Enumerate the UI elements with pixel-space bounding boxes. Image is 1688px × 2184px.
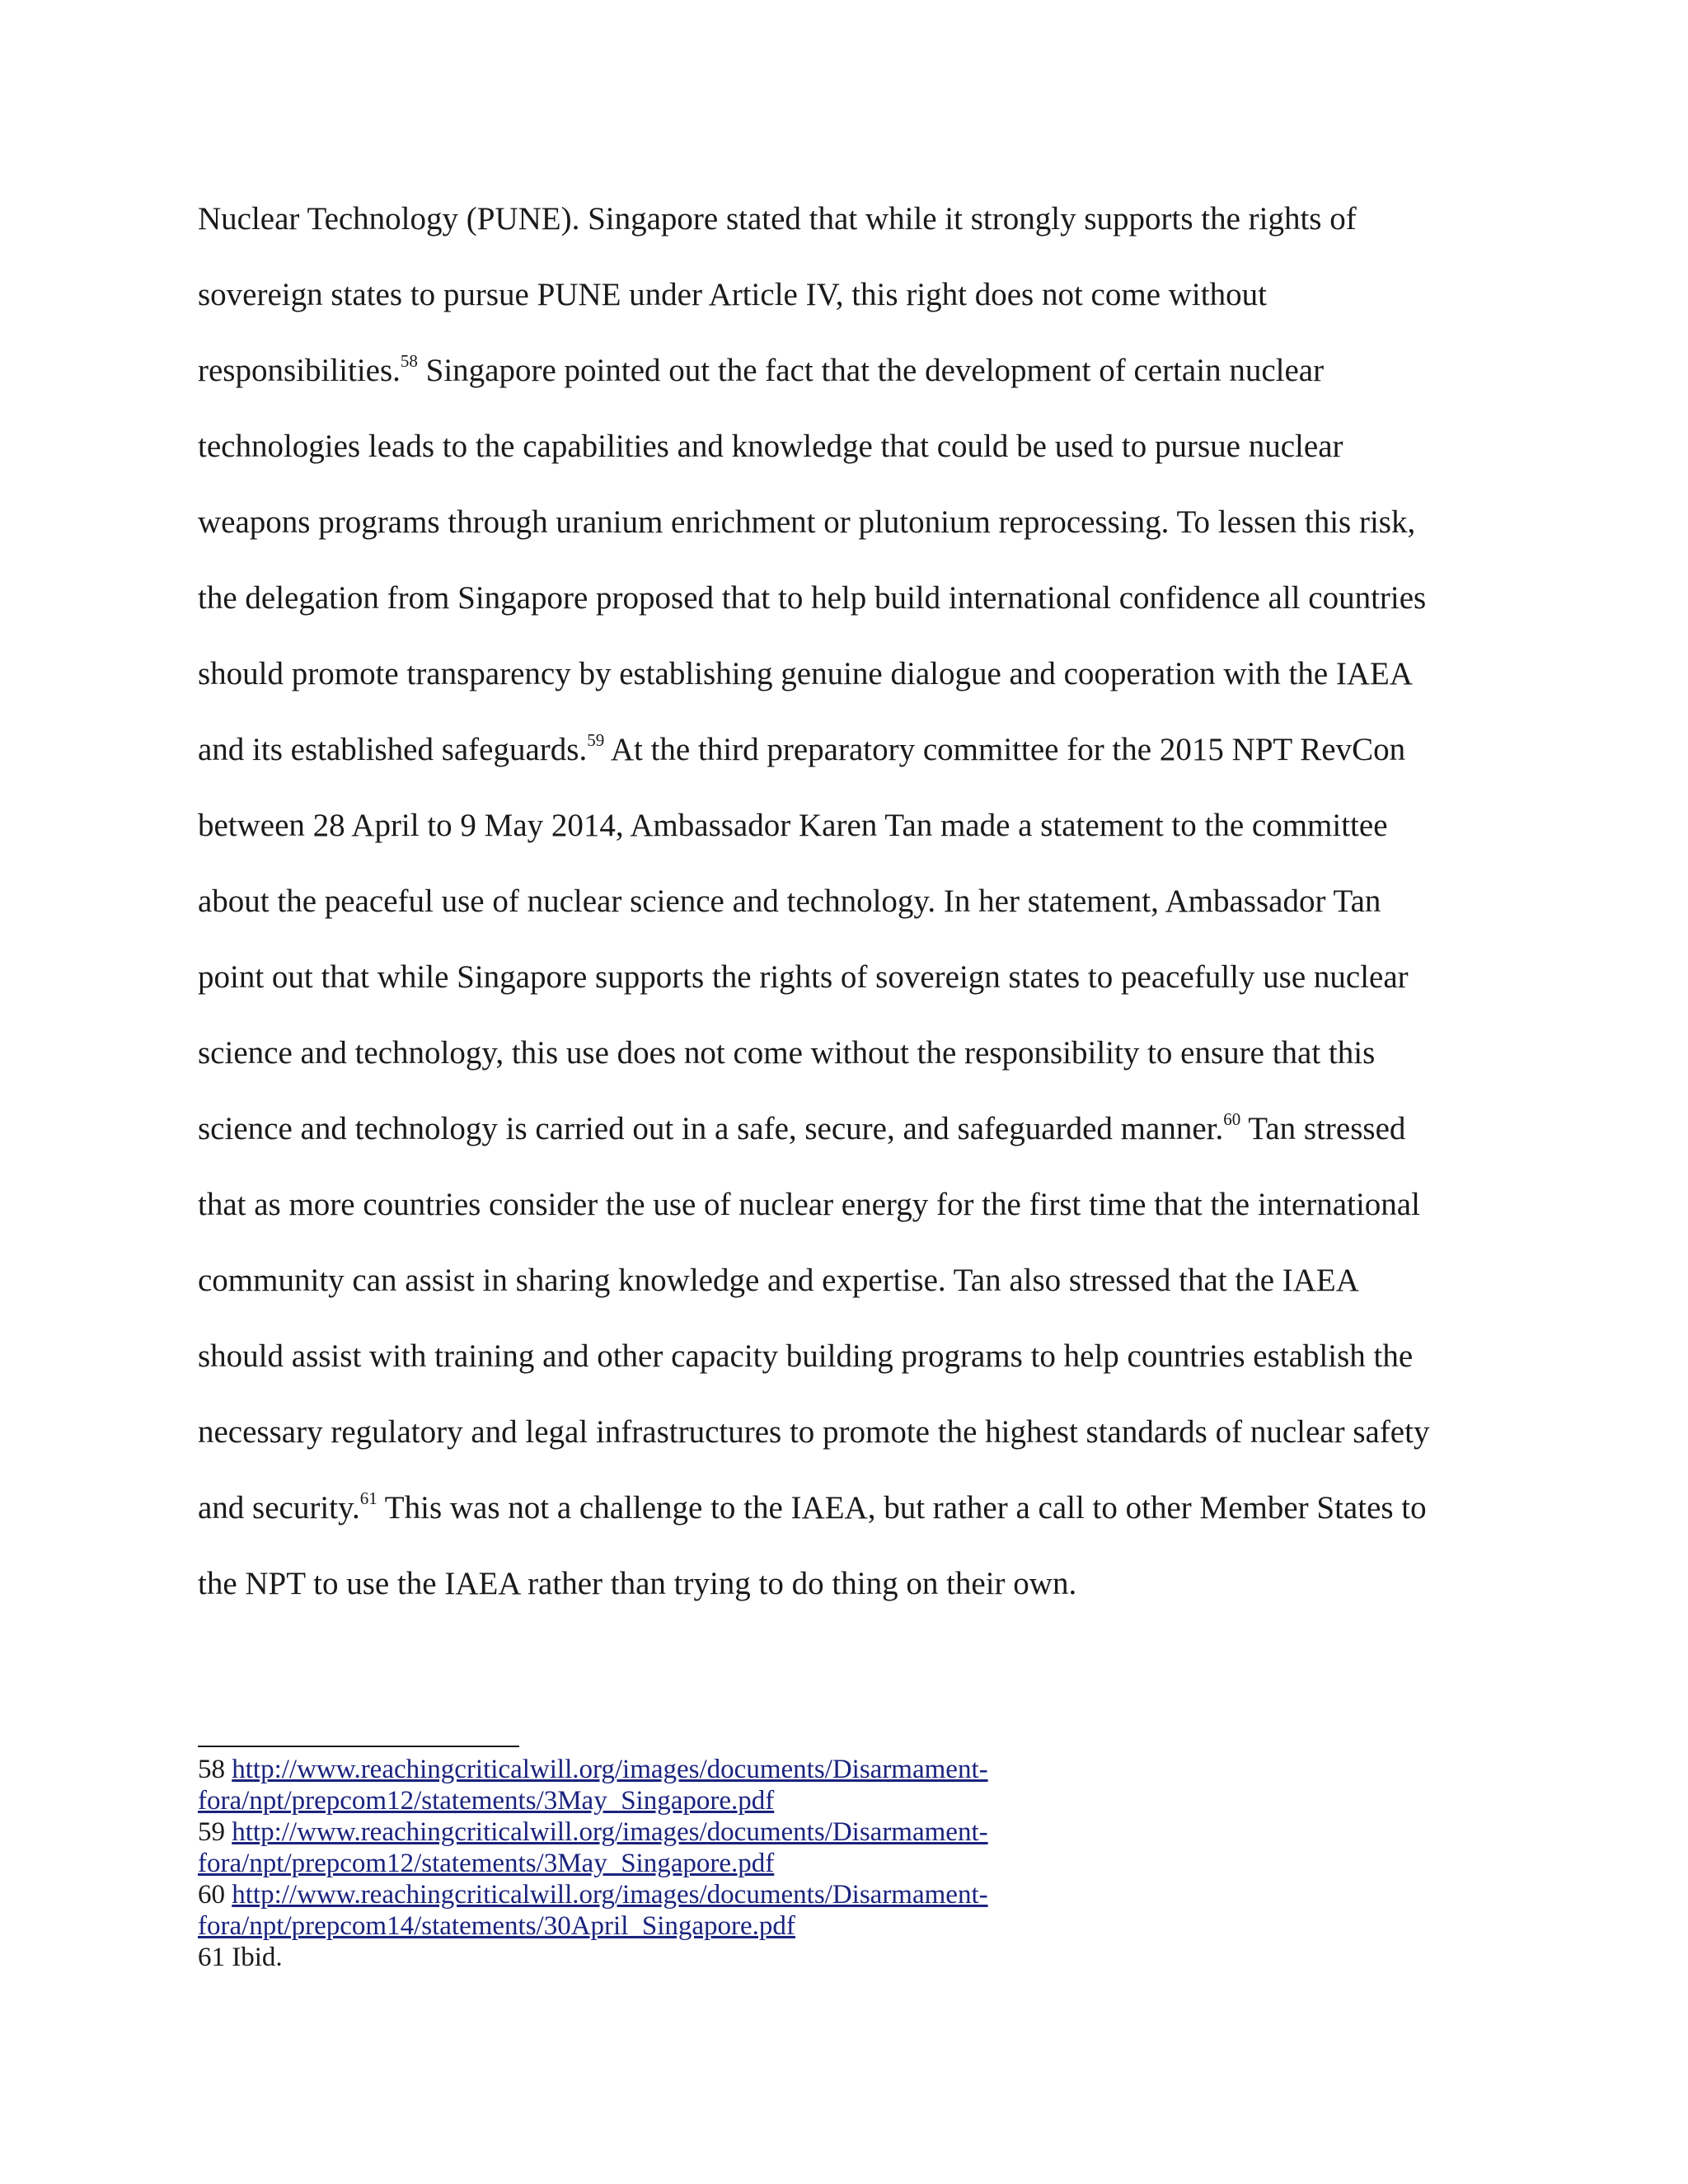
footnote-line [198, 1942, 1352, 1973]
body-line-text: At the third preparatory committee for the 2015 NPT RevCon [604, 732, 1406, 767]
footnote-number: 59 [198, 1817, 225, 1847]
body-line: that as more countries consider the use of nuclear energy for the first time that the international [198, 1187, 1420, 1222]
footnote-text: Ibid. [232, 1943, 283, 1972]
body-line-text: Tan stressed [1240, 1111, 1406, 1146]
footnote-marker[interactable]: 60 [1223, 1109, 1241, 1129]
body-line-text: and security. [198, 1490, 360, 1526]
footnote-line [198, 1816, 1352, 1848]
footnote-number: 58 [198, 1755, 225, 1784]
body-line [198, 1474, 1484, 1550]
body-line: point out that while Singapore supports the rights of sovereign states to peacefully use nuclear [198, 959, 1409, 995]
footnote-number: 60 [198, 1880, 225, 1910]
footnote-line [198, 1910, 1352, 1942]
body-paragraph [198, 185, 1484, 1626]
footnote-number: 61 [198, 1943, 225, 1972]
footnote-separator [198, 1746, 519, 1747]
body-line: necessary regulatory and legal infrastructures to promote the highest standards of nuclear safety [198, 1414, 1430, 1450]
footnote-link[interactable]: http://www.reachingcriticalwill.org/images/documents/Disarmament- [232, 1880, 988, 1910]
footnote-marker[interactable]: 58 [400, 351, 418, 371]
body-line: between 28 April to 9 May 2014, Ambassador Karen Tan made a statement to the committee [198, 808, 1388, 843]
footnote-link[interactable]: fora/npt/prepcom12/statements/3May_Singapore.pdf [198, 1786, 775, 1816]
body-line [198, 337, 1484, 413]
footnote-link[interactable]: http://www.reachingcriticalwill.org/images/documents/Disarmament- [232, 1755, 988, 1784]
footnote-line [198, 1879, 1352, 1910]
body-line-text: Singapore pointed out the fact that the development of certain nuclear [417, 353, 1325, 388]
footnote-line [198, 1785, 1352, 1816]
footnote-link[interactable]: fora/npt/prepcom14/statements/30April_Singapore.pdf [198, 1911, 795, 1941]
body-line: sovereign states to pursue PUNE under Article IV, this right does not come without [198, 277, 1267, 312]
footnote-marker[interactable]: 59 [587, 730, 605, 750]
body-line-text: responsibilities. [198, 353, 401, 388]
footnote-line [198, 1754, 1352, 1785]
body-line-text: and its established safeguards. [198, 732, 588, 767]
footnote-line [198, 1848, 1352, 1879]
footnote-marker[interactable]: 61 [359, 1488, 377, 1508]
body-line: Nuclear Technology (PUNE). Singapore stated that while it strongly supports the rights of [198, 201, 1357, 237]
body-line: the delegation from Singapore proposed that to help build international confidence all countries [198, 580, 1427, 616]
footnote-link[interactable]: http://www.reachingcriticalwill.org/images/documents/Disarmament- [232, 1817, 988, 1847]
body-line: community can assist in sharing knowledge and expertise. Tan also stressed that the IAEA [198, 1263, 1359, 1298]
body-line [198, 716, 1484, 792]
body-line [198, 1095, 1484, 1171]
footnotes [198, 1754, 1352, 1973]
body-line: technologies leads to the capabilities and knowledge that could be used to pursue nuclear [198, 429, 1343, 464]
body-line-text: science and technology is carried out in a safe, secure, and safeguarded manner. [198, 1111, 1224, 1146]
body-line-text: This was not a challenge to the IAEA, but rather a call to other Member States to [377, 1490, 1427, 1526]
body-line: science and technology, this use does not come without the responsibility to ensure that this [198, 1035, 1376, 1071]
body-line: weapons programs through uranium enrichment or plutonium reprocessing. To lessen this risk, [198, 504, 1416, 540]
footnote-link[interactable]: fora/npt/prepcom12/statements/3May_Singapore.pdf [198, 1849, 775, 1878]
body-line: about the peaceful use of nuclear science and technology. In her statement, Ambassador Tan [198, 883, 1381, 919]
body-line: the NPT to use the IAEA rather than trying to do thing on their own. [198, 1566, 1077, 1601]
body-line: should assist with training and other capacity building programs to help countries establish the [198, 1338, 1414, 1374]
body-line: should promote transparency by establishing genuine dialogue and cooperation with the IAEA [198, 656, 1414, 691]
